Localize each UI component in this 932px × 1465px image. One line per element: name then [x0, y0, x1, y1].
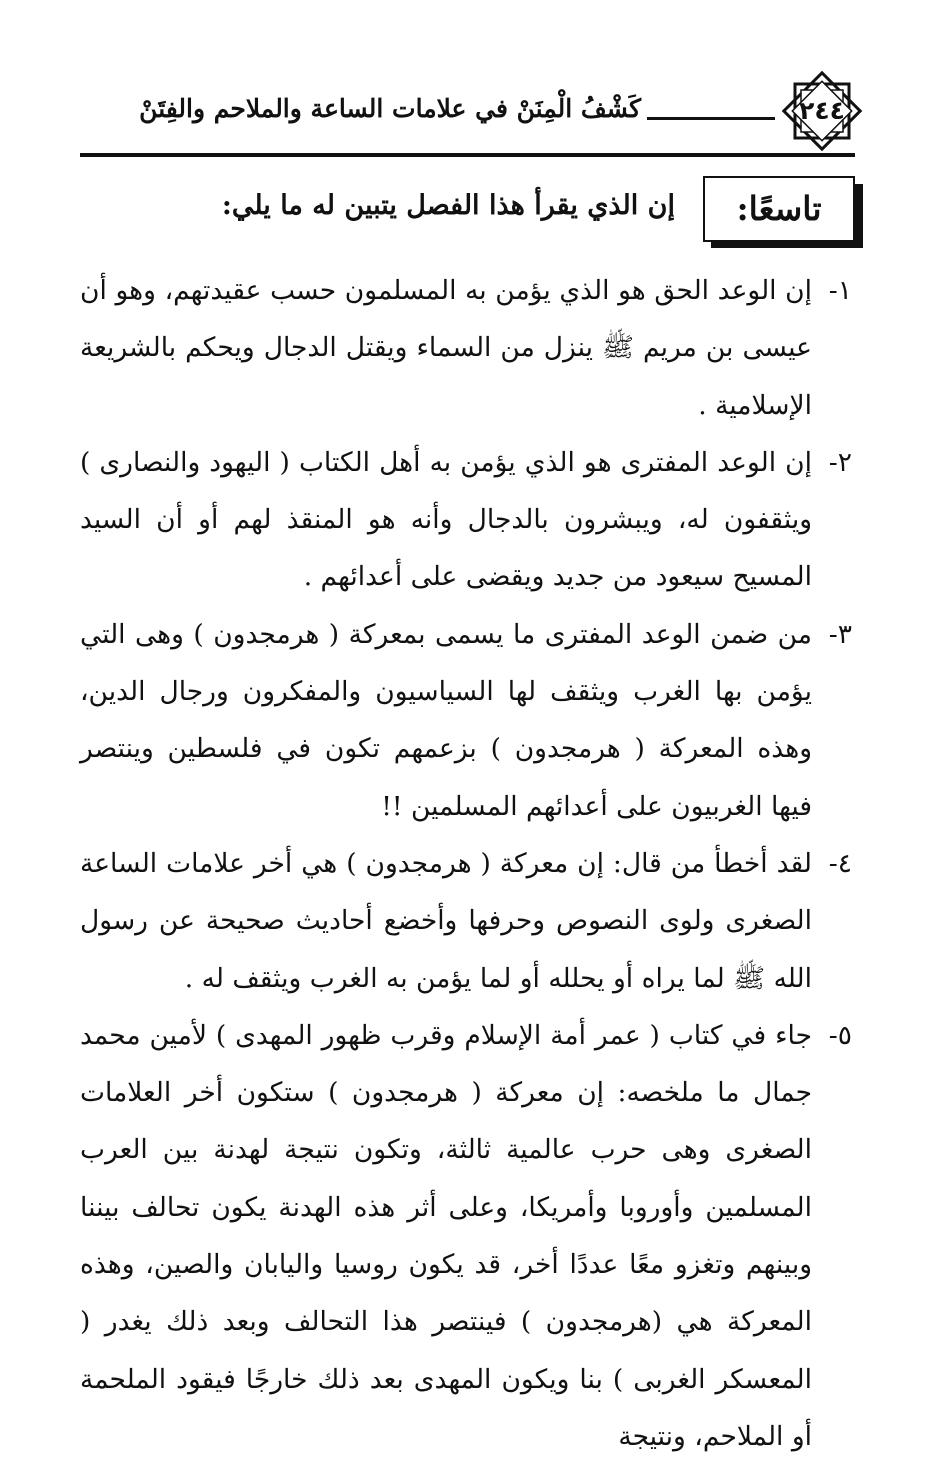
- section-title: إن الذي يقرأ هذا الفصل يتبين له ما يلي:: [221, 190, 675, 221]
- item-number: ٣-: [828, 618, 852, 650]
- list-item: [80, 835, 852, 1007]
- item-number: ٥-: [828, 1019, 852, 1051]
- book-title: كَشْفُ الْمِنَنْ في علامات الساعة والملاحم والفِتَنْ: [139, 94, 641, 123]
- title-dash-divider: [647, 117, 775, 120]
- section-label: تاسعًا:: [703, 176, 855, 242]
- list-item: [80, 262, 852, 434]
- item-text: إن الوعد المفترى هو الذي يؤمن به أهل الكتاب ( اليهود والنصارى ) ويثقفون له، ويبشرون بالدجال وأنه هو المنقذ لهم أو أن السيد المسيح سيعود من جديد ويقضى على أعدائهم .: [80, 446, 812, 593]
- list-item: [80, 1007, 852, 1465]
- page-header: [80, 70, 855, 156]
- header-rule: [80, 153, 855, 157]
- list-item: [80, 434, 852, 606]
- item-number: ٢-: [828, 446, 852, 478]
- item-text: إن الوعد الحق هو الذي يؤمن به المسلمون حسب عقيدتهم، وهو أن عيسى بن مريم ﷺ ينزل من السماء ويقتل الدجال ويحكم بالشريعة الإسلامية .: [80, 275, 812, 421]
- item-number: ١-: [828, 275, 852, 306]
- section-heading: [80, 176, 855, 256]
- page-number: ٢٤٤: [799, 96, 845, 125]
- list-item: [80, 606, 852, 835]
- item-text: لقد أخطأ من قال: إن معركة ( هرمجدون ) هي أخر علامات الساعة الصغرى ولوى النصوص وحرفها وأخضع أحاديث صحيحة عن رسول الله ﷺ لما يراه أو يحلله أو لما يؤمن به الغرب ويثقف له .: [80, 847, 812, 994]
- item-text: من ضمن الوعد المفترى ما يسمى بمعركة ( هرمجدون ) وهى التي يؤمن بها الغرب ويثقف لها السياسيون والمفكرون ورجال الدين، وهذه المعركة ( هرمجدون ) بزعمهم تكون في فلسطين وينتصر فيها الغربيون على أعدائهم المسلمين !!: [80, 618, 812, 822]
- item-number: ٤-: [828, 847, 852, 879]
- points-list: [80, 262, 852, 1465]
- page-number-badge: [781, 70, 863, 152]
- item-text: جاء في كتاب ( عمر أمة الإسلام وقرب ظهور المهدى ) لأمين محمد جمال ما ملخصه: إن معركة ( هرمجدون ) ستكون أخر العلامات الصغرى وهى حرب عالمية ثالثة، وتكون نتيجة لهدنة بين العرب المسلمين وأوروبا وأمريكا، وعلى أثر هذه الهدنة يكون تحالف بيننا وبينهم وتغزو معًا عددًا أخر، قد يكون روسيا واليابان والصين، وهذه المعركة هي (هرمجدون ) فينتصر هذا التحالف وبعد ذلك يغدر ( المعسكر الغربى ) بنا ويكون المهدى بعد ذلك خارجًا فيقود الملحمة أو الملاحم، ونتيجة: [80, 1019, 812, 1452]
